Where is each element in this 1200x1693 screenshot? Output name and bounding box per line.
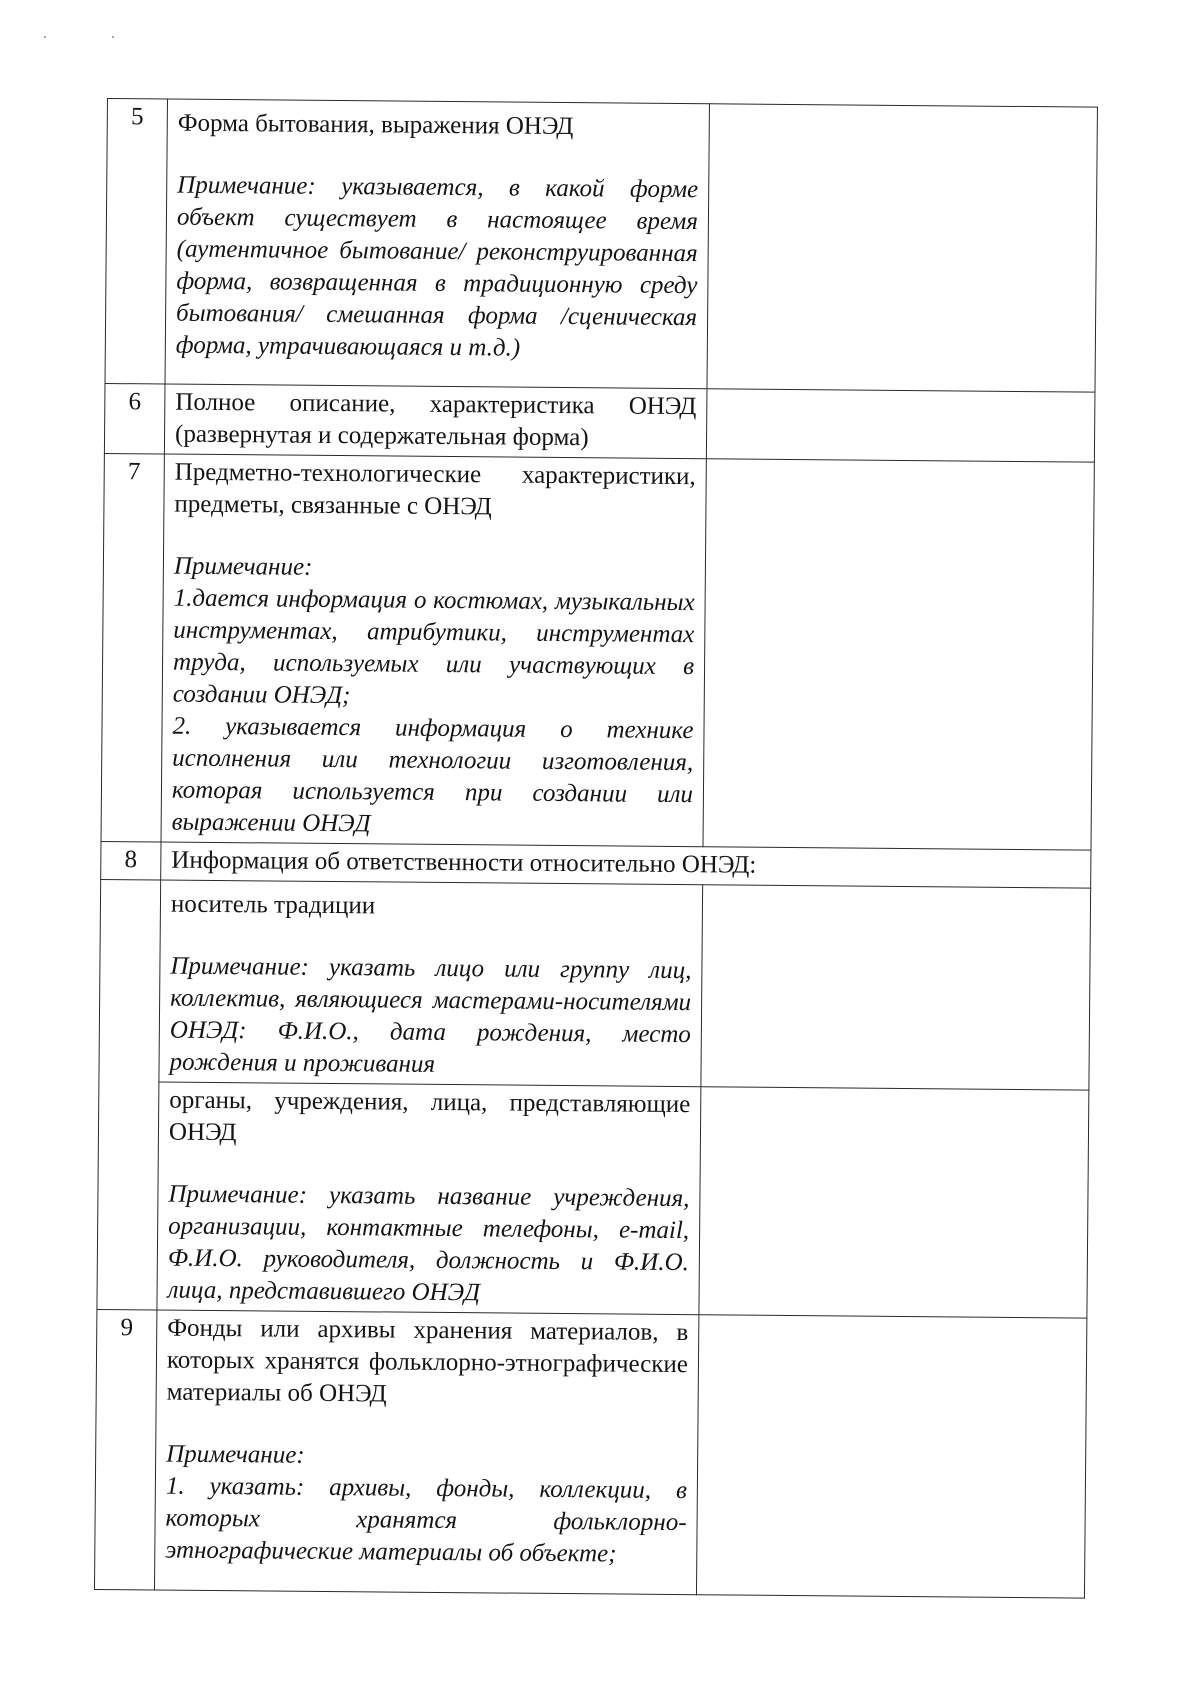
row-label <box>161 454 706 847</box>
row-number: 8 <box>101 841 161 880</box>
row-label <box>157 1082 701 1315</box>
subrow-title: органы, учреждения, лица, представляющие ОНЭД <box>168 1086 691 1147</box>
value-cell[interactable] <box>707 104 1097 392</box>
note-heading: Примечание: <box>168 1180 308 1209</box>
value-cell[interactable] <box>706 389 1095 462</box>
row-number: 9 <box>94 1309 156 1590</box>
row-title: Полное описание, характеристика ОНЭД (развернутая и содержательная форма) <box>174 388 697 452</box>
table-row <box>99 879 1091 1090</box>
note-heading: Примечание: <box>177 171 316 200</box>
row-note <box>176 170 699 367</box>
form-table <box>94 98 1098 1599</box>
row-label <box>164 384 707 459</box>
row-label <box>159 880 703 1087</box>
scan-speck <box>44 36 46 38</box>
table-row <box>105 99 1097 393</box>
note-heading: Примечание: <box>173 552 313 581</box>
note-text: указать название учреждения, организации, контактные телефоны, e-mail, Ф.И.О. руководителя, должность и Ф.И.О. лица, представившего ОНЭД <box>167 1181 690 1307</box>
row-title: Фонды или архивы хранения материалов, в которых хранятся фольклорно-этнографические материалы об ОНЭД <box>166 1314 689 1408</box>
row-note <box>172 551 695 844</box>
row-label <box>165 99 709 389</box>
note-heading: Примечание: <box>170 952 310 981</box>
note-text: указать лицо или группу лиц, коллектив, являющиеся мастерами-носителями ОНЭД: Ф.И.О., дата рождения, место рождения и проживания <box>169 953 692 1078</box>
row-number: 6 <box>104 383 165 454</box>
value-cell[interactable] <box>696 1315 1086 1598</box>
note-text: указывается, в какой форме объект существует в настоящее время (аутентичное бытование/ реконструированная форма, возвращенная в традиционную среду бытования/ смешанная форма /сценическая форма, утрачивающаяся и т.д.) <box>175 173 699 362</box>
note-heading: Примечание: <box>166 1440 305 1469</box>
value-cell[interactable] <box>701 885 1091 1090</box>
table-row <box>94 1309 1086 1598</box>
value-cell[interactable] <box>699 1087 1089 1318</box>
row-section-title: Информация об ответственности относительно ОНЭД: <box>161 842 1091 888</box>
row-number: 7 <box>101 453 164 842</box>
value-cell[interactable] <box>703 459 1094 850</box>
row-title: Предметно-технологические характеристики, предметы, связанные с ОНЭД <box>174 458 696 521</box>
note-item: 2. указывается информация о технике исполнения или технологии изготовления, которая используется при создании или выражении ОНЭД <box>171 712 694 838</box>
row-title: Форма бытования, выражения ОНЭД <box>177 109 574 141</box>
note-item: 1.дается информация о костюмах, музыкальных инструментах, атрибутики, инструментах труда, используемых или участвующих в создании ОНЭД; <box>172 584 695 710</box>
table-row <box>101 453 1094 850</box>
row-note <box>169 951 691 1084</box>
row-number-continued <box>97 879 161 1310</box>
subrow-title: носитель традиции <box>170 890 376 920</box>
row-note <box>165 1439 687 1572</box>
note-item: 1. указать: архивы, фонды, коллекции, в которых хранятся фольклорно-этнографические материалы об объекте; <box>165 1472 687 1568</box>
scan-speck <box>112 36 114 38</box>
row-label <box>154 1310 698 1595</box>
table-row <box>97 1081 1089 1318</box>
table-row <box>104 383 1095 462</box>
row-note <box>167 1179 689 1312</box>
row-number: 5 <box>105 99 167 385</box>
